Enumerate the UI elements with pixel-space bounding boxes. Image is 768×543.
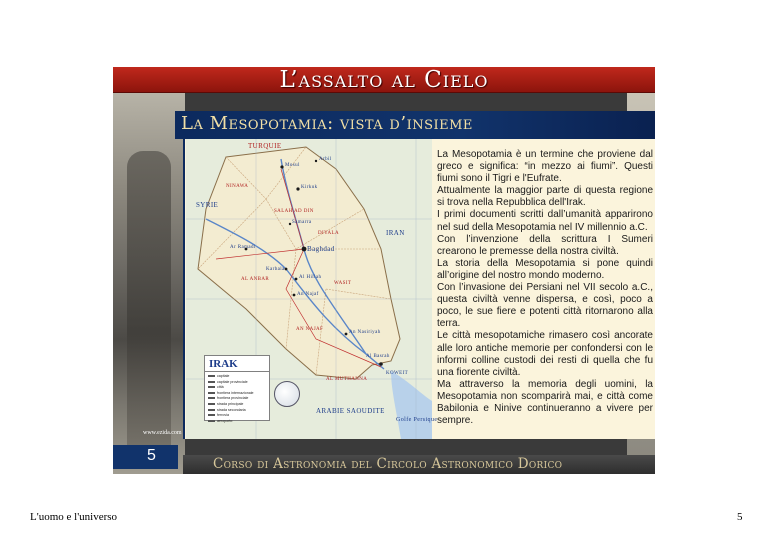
region-label-an-najaf: AN NAJAF bbox=[296, 327, 324, 332]
city-label-an-nasiriyah: An Nasiriyah bbox=[349, 330, 381, 335]
document-page-number: 5 bbox=[737, 511, 743, 523]
legend-item: aeroporto bbox=[208, 419, 266, 425]
region-label-al-anbar: AL ANBAR bbox=[241, 277, 270, 282]
paragraph: Con l’invasione dei Persiani nel VII secolo a.C., questa civiltà venne dispersa, e così, poco a poco, le sue fiere e potenti città ritornarono alla terra. bbox=[437, 282, 653, 330]
iraq-map bbox=[186, 139, 438, 439]
map-legend bbox=[204, 355, 270, 421]
website-caption: www.ezida.com bbox=[143, 430, 182, 436]
region-label-iran: IRAN bbox=[386, 229, 405, 237]
legend-item: ferrovia bbox=[208, 413, 266, 419]
region-label-syrie: SYRIE bbox=[196, 201, 219, 209]
paragraph: Attualmente la maggior parte di questa regione si trova nella Repubblica dell'Irak. bbox=[437, 185, 653, 209]
legend-item: frontiera internazionale bbox=[208, 391, 266, 397]
legend-item: strada secondaria bbox=[208, 408, 266, 414]
map-legend-list bbox=[205, 372, 269, 426]
slide-number: 5 bbox=[147, 447, 156, 464]
region-label-diyala: DIYALA bbox=[318, 231, 340, 236]
paragraph: Con l’invenzione della scrittura I Sumeri crearono le premesse della nostra civiltà. bbox=[437, 233, 653, 257]
statue-photo bbox=[113, 91, 185, 474]
region-label-wasit: WASIT bbox=[334, 281, 352, 286]
paragraph: I primi documenti scritti dall’umanità apparirono nel sud della Mesopotamia nel IV millennio a.C. bbox=[437, 209, 653, 233]
slide bbox=[113, 67, 655, 474]
city-label-al-hillah: Al Hillah bbox=[299, 275, 322, 280]
legend-item: frontiera provinciale bbox=[208, 396, 266, 402]
city-label-kirkuk: Kirkuk bbox=[301, 185, 318, 190]
paragraph: La storia della Mesopotamia si pone quindi all’origine del nostro mondo moderno. bbox=[437, 257, 653, 281]
city-label-samarra: Samarra bbox=[292, 220, 312, 225]
city-label-ar-ramadi: Ar Ramadi bbox=[230, 245, 256, 250]
paragraph: La Mesopotamia è un termine che proviene dal greco e significa: “in mezzo ai fiumi”. Questi fiumi sono il Tigri e l'Eufrate. bbox=[437, 149, 653, 185]
content-panel bbox=[183, 139, 655, 439]
paragraph: Le città mesopotamiche rimasero così ancorate alle loro antiche memorie per confondersi con le informi colline custodi dei resti di quella che fu una fiorente civiltà. bbox=[437, 330, 653, 378]
city-label-mosul: Mosul bbox=[285, 163, 300, 168]
region-label-al-muthanna: AL MUTHANNA bbox=[326, 377, 368, 382]
region-label-arabie-saoudite: ARABIE SAOUDITE bbox=[316, 407, 385, 415]
region-label-koweit: KOWEIT bbox=[386, 371, 409, 376]
slide-subtitle: La Mesopotamia: vista d’insieme bbox=[181, 113, 473, 134]
slide-footer-bar bbox=[183, 455, 655, 474]
city-label-baghdad: Baghdad bbox=[307, 245, 335, 253]
region-label-turquie: TURQUIE bbox=[248, 142, 282, 150]
map-legend-title: IRAK bbox=[205, 356, 269, 372]
document-footer-title: L'uomo e l'universo bbox=[30, 511, 118, 523]
region-label-salah-ad-din: SALAH AD DIN bbox=[274, 209, 314, 214]
legend-item: capitale provinciale bbox=[208, 380, 266, 386]
region-label-ninawa: NINAWA bbox=[226, 184, 249, 189]
slide-title-bar bbox=[113, 67, 655, 93]
slide-footer-text: Corso di Astronomia del Circolo Astronomico Dorico bbox=[213, 456, 563, 472]
slide-title: L’assalto al Cielo bbox=[279, 67, 489, 93]
slide-subtitle-bar bbox=[175, 111, 655, 139]
city-label-arbil: Arbil bbox=[319, 157, 332, 162]
city-label-al-basrah: Al Basrah bbox=[366, 354, 390, 359]
sea-label-golfe-persique: Golfe Persique bbox=[396, 417, 438, 423]
paragraph: Ma attraverso la memoria degli uomini, la Mesopotamia non scomparirà mai, e città come Babilonia e Ninive continueranno a vivere per sempre. bbox=[437, 378, 653, 427]
legend-item: città bbox=[208, 385, 266, 391]
legend-item: capitale bbox=[208, 374, 266, 380]
legend-item: strada principale bbox=[208, 402, 266, 408]
statue-figure bbox=[127, 151, 171, 451]
city-label-an-najaf: An Najaf bbox=[297, 292, 319, 297]
slide-number-box bbox=[113, 445, 178, 469]
city-label-karbala: Karbala bbox=[266, 267, 285, 272]
description-text bbox=[437, 149, 653, 427]
globe-inset-icon bbox=[274, 381, 300, 407]
